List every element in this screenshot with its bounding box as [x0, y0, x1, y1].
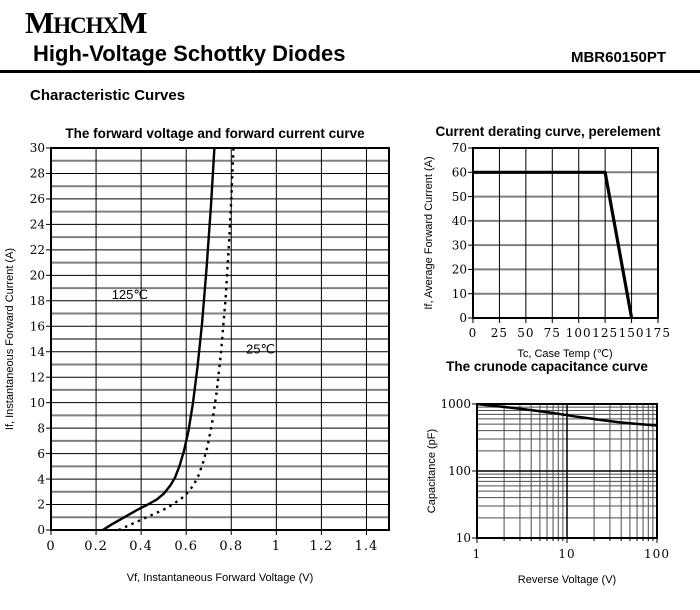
y-tick-label: 18: [29, 294, 45, 308]
brand-logo: [25, 5, 147, 41]
y-tick-label: 60: [451, 165, 467, 180]
y-tick-label: 8: [37, 421, 45, 436]
y-tick-label: 30: [451, 238, 467, 253]
x-tick-label: 0.6: [174, 539, 199, 554]
y-axis-title: Capacitance (pF): [426, 428, 438, 514]
x-axis-title: Reverse Voltage (V): [517, 574, 617, 586]
y-tick-label: 10: [455, 531, 471, 546]
capacitance-chart: [420, 355, 700, 595]
x-tick-label: 0.8: [219, 539, 244, 554]
x-tick-label: 1: [472, 547, 482, 561]
x-tick-label: 1.2: [309, 539, 334, 554]
y-tick-label: 100: [448, 464, 471, 479]
y-tick-label: 1000: [440, 397, 471, 412]
y-tick-label: 26: [29, 192, 45, 207]
y-tick-label: 4: [37, 472, 45, 487]
y-tick-label: 2: [37, 497, 45, 512]
x-tick-label: 75: [543, 326, 561, 340]
logo-letter-first: M: [25, 5, 54, 40]
y-axis-title: If, Instantaneous Forward Current (A): [4, 247, 16, 431]
y-tick-label: 10: [29, 395, 45, 410]
y-tick-label: 14: [29, 344, 45, 359]
y-tick-label: 24: [29, 217, 45, 232]
x-tick-label: 0.4: [129, 539, 153, 554]
x-tick-label: 0: [468, 326, 478, 340]
y-axis-title: If, Average Forward Current (A): [423, 156, 435, 310]
x-tick-label: 125: [592, 326, 619, 340]
y-tick-label: 0: [37, 523, 45, 538]
y-tick-label: 30: [29, 141, 45, 156]
x-tick-label: 25: [490, 326, 509, 340]
curve-annotation: 125℃: [111, 286, 149, 302]
x-tick-label: 10: [558, 547, 576, 561]
x-tick-label: 100: [644, 547, 670, 561]
part-number: MBR60150PT: [570, 49, 666, 66]
page-title: High-Voltage Schottky Diodes: [33, 41, 346, 66]
y-tick-label: 16: [29, 319, 45, 334]
current-derating-chart: [420, 123, 700, 363]
x-tick-label: 100: [565, 326, 592, 340]
logo-letters-middle: HCHX: [53, 13, 119, 38]
chart-title: Current derating curve, perelement: [435, 124, 661, 139]
x-axis-title: Tc, Case Temp (℃): [517, 348, 613, 360]
x-tick-label: 0.2: [84, 539, 108, 554]
curve-annotation: 25℃: [246, 341, 276, 357]
y-tick-label: 6: [37, 446, 45, 461]
x-tick-label: 1.4: [354, 539, 379, 554]
header-divider: [0, 70, 700, 73]
y-tick-label: 70: [451, 141, 467, 156]
y-tick-label: 22: [29, 243, 45, 258]
x-tick-label: 0: [46, 539, 56, 554]
y-tick-label: 12: [29, 370, 45, 385]
y-tick-label: 10: [451, 286, 467, 301]
chart-title: The crunode capacitance curve: [446, 359, 648, 374]
y-tick-label: 50: [451, 189, 467, 204]
y-tick-label: 28: [29, 166, 45, 181]
y-tick-label: 20: [29, 268, 45, 283]
y-tick-label: 40: [451, 214, 467, 229]
x-tick-label: 150: [618, 326, 645, 340]
x-tick-label: 50: [517, 326, 535, 340]
x-tick-label: 175: [645, 326, 671, 340]
logo-letter-last: M: [118, 5, 147, 40]
section-title: Characteristic Curves: [30, 87, 186, 104]
chart-title: The forward voltage and forward current curve: [65, 126, 365, 141]
y-tick-label: 20: [451, 262, 467, 277]
x-tick-label: 1: [271, 539, 281, 554]
x-axis-title: Vf, Instantaneous Forward Voltage (V): [126, 572, 314, 584]
forward-voltage-chart: [0, 122, 420, 602]
y-tick-label: 0: [459, 311, 467, 326]
